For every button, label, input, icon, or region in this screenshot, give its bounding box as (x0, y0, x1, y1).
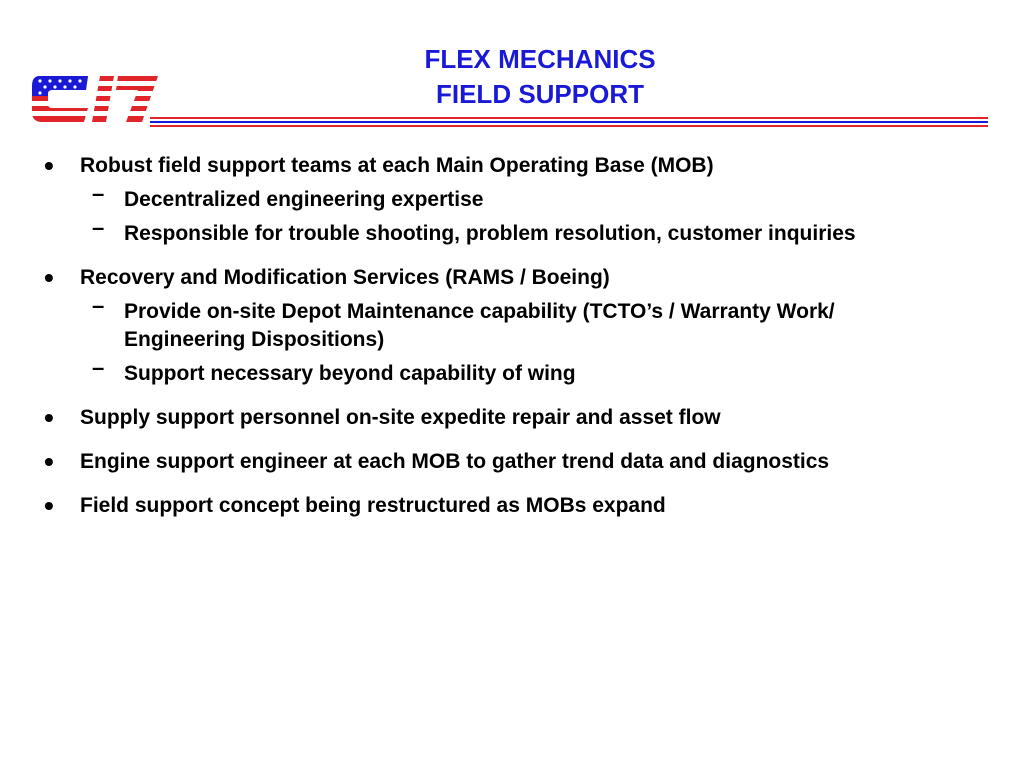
slide-title (340, 42, 740, 112)
bullet-item (44, 264, 944, 292)
bullet-group (44, 264, 944, 388)
sub-bullet-item (44, 355, 944, 388)
bullet-group (44, 448, 944, 476)
bullet-item (44, 152, 944, 180)
dash-icon: – (92, 215, 105, 240)
bullet-item (44, 448, 944, 476)
bullet-icon: • (44, 150, 54, 181)
bullet-text: Engine support engineer at each MOB to gather trend data and diagnostics (80, 450, 830, 473)
bullet-group (44, 404, 944, 432)
bullet-item (44, 404, 944, 432)
bullet-list (44, 152, 944, 536)
dash-icon: – (92, 355, 105, 380)
rule-line-red (150, 117, 988, 119)
bullet-text: Field support concept being restructured as MOBs expand (80, 494, 666, 517)
title-line-1: FLEX MECHANICS (424, 44, 656, 74)
title-line-2: FIELD SUPPORT (435, 79, 644, 109)
bullet-text: Supply support personnel on-site expedite repair and asset flow (80, 406, 721, 429)
bullet-text: Recovery and Modification Services (RAMS / Boeing) (80, 266, 610, 289)
rule-line-blue (150, 121, 988, 123)
dash-icon: – (92, 181, 105, 206)
sub-bullet-text: Responsible for trouble shooting, problem resolution, customer inquiries (124, 222, 856, 245)
bullet-group (44, 152, 944, 248)
bullet-icon: • (44, 490, 54, 521)
dash-icon: – (92, 293, 105, 318)
sub-bullet-text: Support necessary beyond capability of wing (124, 362, 576, 385)
sub-bullet-item (44, 181, 944, 214)
bullet-group (44, 492, 944, 520)
rule-line-red (150, 125, 988, 127)
bullet-icon: • (44, 402, 54, 433)
c17-logo-icon (30, 72, 160, 128)
sub-bullet-item (44, 293, 944, 354)
bullet-item (44, 492, 944, 520)
sub-bullet-text: Provide on-site Depot Maintenance capability (TCTO’s / Warranty Work/ Engineering Dispositions) (124, 300, 835, 351)
header-rule (150, 117, 988, 127)
bullet-text: Robust field support teams at each Main Operating Base (MOB) (80, 154, 714, 177)
sub-bullet-text: Decentralized engineering expertise (124, 188, 484, 211)
bullet-icon: • (44, 262, 54, 293)
bullet-icon: • (44, 446, 54, 477)
sub-bullet-item (44, 215, 944, 248)
